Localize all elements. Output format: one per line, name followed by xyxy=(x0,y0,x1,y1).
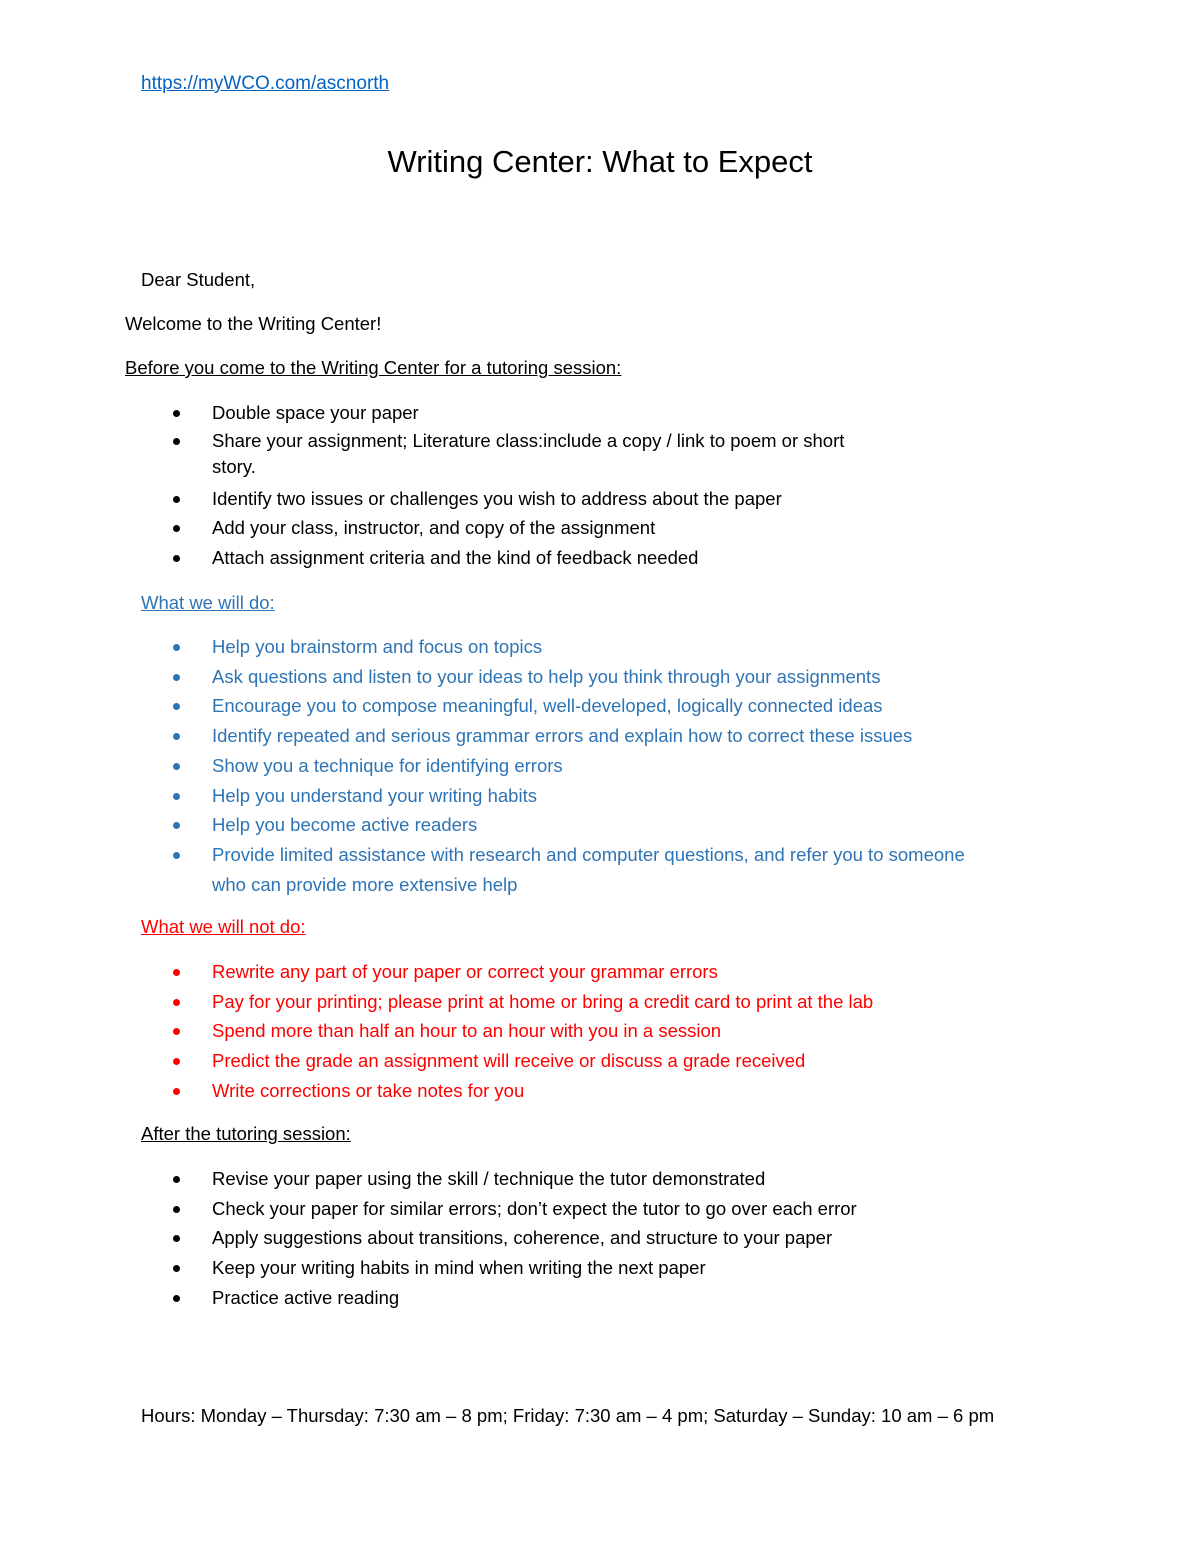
list-item: Rewrite any part of your paper or correct your grammar errors xyxy=(141,957,873,987)
greeting: Dear Student, xyxy=(141,269,256,290)
list-item: Help you brainstorm and focus on topics xyxy=(141,632,965,662)
ascnorth-link[interactable]: https://myWCO.com/ascnorth xyxy=(141,73,390,94)
welcome-text: Welcome to the Writing Center! xyxy=(125,313,382,334)
list-item: Practice active reading xyxy=(141,1283,857,1313)
list-item: Write corrections or take notes for you xyxy=(141,1076,873,1106)
before-session-heading: Before you come to the Writing Center for a tutoring session: xyxy=(125,357,622,378)
will-not-do-list xyxy=(141,957,873,1106)
bullet-icon xyxy=(173,496,180,503)
after-session-list xyxy=(141,1164,857,1313)
bullet-icon xyxy=(173,1058,180,1065)
after-session-heading: After the tutoring session: xyxy=(141,1123,351,1144)
bullet-icon xyxy=(173,822,180,829)
page-title: Writing Center: What to Expect xyxy=(387,144,813,179)
bullet-icon xyxy=(173,969,180,976)
bullet-icon xyxy=(173,1235,180,1242)
list-item: Revise your paper using the skill / technique the tutor demonstrated xyxy=(141,1164,857,1194)
bullet-icon xyxy=(173,555,180,562)
bullet-icon xyxy=(173,644,180,651)
list-item: Identify two issues or challenges you wish to address about the paper xyxy=(141,484,844,514)
list-item: Keep your writing habits in mind when writing the next paper xyxy=(141,1253,857,1283)
list-item: Double space your paper xyxy=(141,398,844,428)
bullet-icon xyxy=(173,438,180,445)
bullet-icon xyxy=(173,703,180,710)
list-item: Show you a technique for identifying errors xyxy=(141,751,965,781)
bullet-icon xyxy=(173,1028,180,1035)
bullet-icon xyxy=(173,733,180,740)
list-item: Add your class, instructor, and copy of the assignment xyxy=(141,513,844,543)
will-not-do-heading: What we will not do: xyxy=(141,916,306,937)
list-item: Help you understand your writing habits xyxy=(141,781,965,811)
list-item: Apply suggestions about transitions, coherence, and structure to your paper xyxy=(141,1223,857,1253)
list-item: Spend more than half an hour to an hour with you in a session xyxy=(141,1016,873,1046)
bullet-icon xyxy=(173,1088,180,1095)
bullet-icon xyxy=(173,410,180,417)
bullet-icon xyxy=(173,793,180,800)
hours-text: Hours: Monday – Thursday: 7:30 am – 8 pm; Friday: 7:30 am – 4 pm; Saturday – Sunday: 10 am – 6 pm xyxy=(141,1405,995,1426)
bullet-icon xyxy=(173,525,180,532)
bullet-icon xyxy=(173,1265,180,1272)
will-do-heading: What we will do: xyxy=(141,592,275,613)
list-item: Pay for your printing; please print at home or bring a credit card to print at the lab xyxy=(141,987,873,1017)
will-do-list xyxy=(141,632,965,899)
bullet-icon xyxy=(173,999,180,1006)
list-item: Help you become active readers xyxy=(141,810,965,840)
list-item: Predict the grade an assignment will receive or discuss a grade received xyxy=(141,1046,873,1076)
list-item: Share your assignment; Literature class:include a copy / link to poem or short story. xyxy=(141,428,844,480)
list-item: Identify repeated and serious grammar errors and explain how to correct these issues xyxy=(141,721,965,751)
bullet-icon xyxy=(173,1206,180,1213)
list-item: Attach assignment criteria and the kind of feedback needed xyxy=(141,543,844,573)
bullet-icon xyxy=(173,852,180,859)
list-item: Ask questions and listen to your ideas to help you think through your assignments xyxy=(141,662,965,692)
bullet-icon xyxy=(173,674,180,681)
list-item: Provide limited assistance with research and computer questions, and refer you to someone who can provide more extensive help xyxy=(141,840,965,899)
list-item: Encourage you to compose meaningful, well-developed, logically connected ideas xyxy=(141,691,965,721)
before-session-list xyxy=(141,398,844,573)
bullet-icon xyxy=(173,1295,180,1302)
bullet-icon xyxy=(173,763,180,770)
list-item: Check your paper for similar errors; don’t expect the tutor to go over each error xyxy=(141,1194,857,1224)
bullet-icon xyxy=(173,1176,180,1183)
